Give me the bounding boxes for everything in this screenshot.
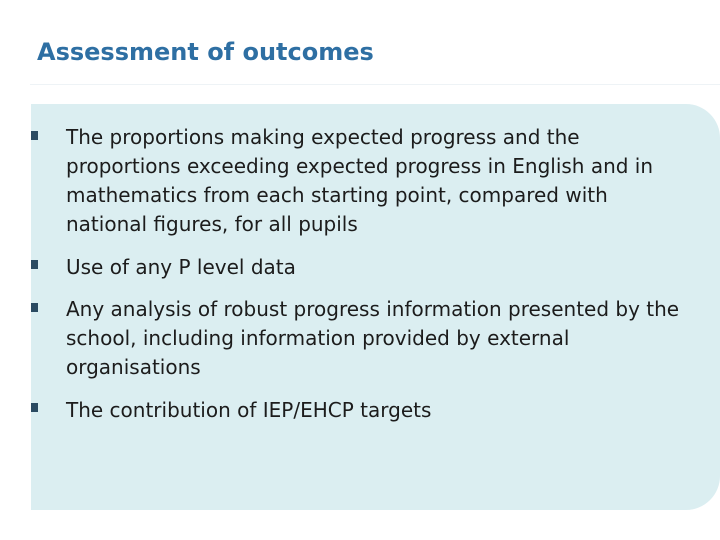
bullet-text: Use of any P level data bbox=[66, 255, 296, 279]
slide-title: Assessment of outcomes bbox=[37, 38, 374, 66]
square-bullet-icon bbox=[31, 303, 38, 312]
content-panel bbox=[31, 104, 720, 510]
square-bullet-icon bbox=[31, 131, 38, 140]
bullet-text: The contribution of IEP/EHCP targets bbox=[66, 398, 432, 422]
bullet-text: The proportions making expected progress and the proportions exceeding expected progress in English and in mathematics from each starting point, compared with national figures, for all pupils bbox=[66, 125, 654, 236]
title-divider bbox=[30, 84, 720, 85]
square-bullet-icon bbox=[31, 403, 38, 412]
bullet-text: Any analysis of robust progress information presented by the school, including information provided by external organisations bbox=[66, 297, 680, 379]
square-bullet-icon bbox=[31, 260, 38, 269]
